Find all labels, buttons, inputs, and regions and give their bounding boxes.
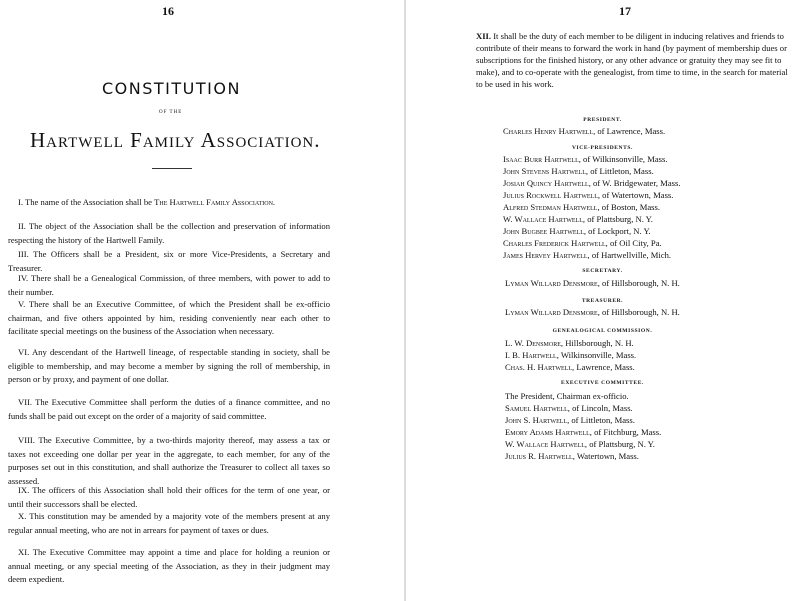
officer-entry xyxy=(505,415,635,425)
article-item: I. The name of the Association shall be The Hartwell Family Association. xyxy=(18,197,276,207)
officer-name: I. B. Hartwell xyxy=(505,350,557,360)
article-item xyxy=(8,220,330,247)
article-number: IX. xyxy=(18,485,30,495)
officer-entry xyxy=(503,226,651,236)
article-number: I. xyxy=(18,197,24,207)
article-number: XII. xyxy=(476,31,492,41)
article-text: The officers of this Association shall hold their offices for the term of one year, or until their successors shall be elected. xyxy=(8,485,330,509)
section-heading-president: PRESIDENT. xyxy=(583,117,622,123)
section-heading-secretary: SECRETARY. xyxy=(582,268,623,274)
article-item xyxy=(8,298,330,339)
article-number: IV. xyxy=(18,273,29,283)
officer-name: Lyman Willard Densmore xyxy=(505,278,598,288)
article-item xyxy=(8,546,330,587)
officer-name: Julius Rockwell Hartwell xyxy=(503,190,598,200)
article-text: Any descendant of the Hartwell lineage, of respectable standing in society, shall be eligible to membership, and may become a member by signing the roll of membership, in person or by proxy, and payment of one dollar. xyxy=(8,347,330,384)
officer-place: , of Littleton, Mass. xyxy=(585,166,654,176)
officer-place: , of Oil City, Pa. xyxy=(605,238,662,248)
article-item xyxy=(8,248,330,275)
officer-place: , of Hillsborough, N. H. xyxy=(597,307,680,317)
article-item xyxy=(8,484,330,511)
article-number: VIII. xyxy=(18,435,35,445)
officer-place: , of Hartwellville, Mich. xyxy=(587,250,672,260)
officer-place: , of Lockport, N. Y. xyxy=(583,226,651,236)
article-number: X. xyxy=(18,511,27,521)
officer-place: , Lawrence, Mass. xyxy=(572,362,635,372)
officer-name: John Stevens Hartwell xyxy=(503,166,586,176)
officer-name: John S. Hartwell xyxy=(505,415,568,425)
officer-place: , of Wilkinsonville, Mass. xyxy=(578,154,668,164)
article-number: V. xyxy=(18,299,26,309)
article-number: III. xyxy=(18,249,29,259)
section-heading-executive: EXECUTIVE COMMITTEE. xyxy=(561,380,644,386)
officer-name: Alfred Stedman Hartwell xyxy=(503,202,598,212)
officer-name: Isaac Burr Hartwell xyxy=(503,154,579,164)
constitution-title: CONSTITUTION xyxy=(102,79,241,98)
officer-entry xyxy=(503,126,665,136)
officer-place: , of Plattsburg, N. Y. xyxy=(584,439,655,449)
officer-entry xyxy=(503,178,680,188)
officer-place: , of Boston, Mass. xyxy=(597,202,661,212)
officer-entry xyxy=(505,403,633,413)
article-number: VI. xyxy=(18,347,30,357)
officer-name: L. W. Densmore xyxy=(505,338,561,348)
officer-entry xyxy=(505,278,680,288)
officer-name: Emory Adams Hartwell xyxy=(505,427,590,437)
officer-entry xyxy=(505,391,629,401)
officer-entry xyxy=(505,427,661,437)
officer-name: Lyman Willard Densmore xyxy=(505,307,598,317)
officer-place: , of W. Bridgewater, Mass. xyxy=(588,178,681,188)
article-text: The Executive Committee shall perform the duties of a finance committee, and no funds shall be paid out except on the order of a majority of said committee. xyxy=(8,397,330,421)
article-text: The Executive Committee, by a two-thirds majority thereof, may assess a tax or taxes not exceeding one dollar per year in the aggregate, to each member, for any of the purposes set out in this constitution, and shall authorize the Treasurer to collect all taxes so assessed. xyxy=(8,435,330,486)
article-item xyxy=(8,272,330,299)
article-xii xyxy=(476,30,792,90)
officer-entry xyxy=(503,190,673,200)
officer-entry xyxy=(505,451,639,461)
officer-name: James Hervey Hartwell xyxy=(503,250,588,260)
officer-place: , of Lawrence, Mass. xyxy=(593,126,666,136)
article-text: The Executive Committee may appoint a time and place for holding a reunion or annual meeting, or any special meeting of the Association, as they in their judgment may deem expedient. xyxy=(8,547,330,584)
officer-place: , of Littleton, Mass. xyxy=(567,415,635,425)
officer-entry xyxy=(503,214,653,224)
section-heading-genealogical: GENEALOGICAL COMMISSION. xyxy=(552,328,653,334)
article-text: The object of the Association shall be the collection and preservation of information respecting the history of the Hartwell Family. xyxy=(8,221,330,245)
article-number: XI. xyxy=(18,547,30,557)
officer-entry xyxy=(503,166,654,176)
officer-place: , Wilkinsonville, Mass. xyxy=(556,350,637,360)
officer-entry xyxy=(503,202,660,212)
officer-place: , of Fitchburg, Mass. xyxy=(589,427,662,437)
page-number-right: 17 xyxy=(619,4,631,18)
article-text: There shall be a Genealogical Commission, of three members, with power to add to their number. xyxy=(8,273,330,297)
article-text: There shall be an Executive Committee, of which the President shall be ex-officio chairman, and five others appointed by him, residing conveniently near each other to facilitate special meetings on the business of the Association when necessary. xyxy=(8,299,330,336)
article-item xyxy=(8,346,330,387)
officer-name: John Bugbee Hartwell xyxy=(503,226,584,236)
article-text: It shall be the duty of each member to be diligent in inducing relatives and friends to contribute of their means to forward the work in hand (by payment of membership dues or subscriptions for the finished history, or any other advance or gratuity they may see fit to make), and to co-operate with the genealogist, from time to time, in the search for material to be used in his work. xyxy=(476,31,788,89)
officer-place: , of Watertown, Mass. xyxy=(597,190,674,200)
officer-name: W. Wallace Hartwell xyxy=(505,439,585,449)
section-heading-treasurer: TREASURER. xyxy=(581,298,624,304)
officer-entry xyxy=(503,238,662,248)
article-item xyxy=(8,510,330,537)
title-rule xyxy=(152,168,192,169)
officer-name: Samuel Hartwell xyxy=(505,403,568,413)
article-item xyxy=(8,396,330,423)
officer-entry xyxy=(505,338,634,348)
officer-name: Julius R. Hartwell xyxy=(505,451,573,461)
officer-name: W. Wallace Hartwell xyxy=(503,214,583,224)
officer-name: Josiah Quincy Hartwell xyxy=(503,178,589,188)
of-the-label: OF THE xyxy=(159,110,183,115)
officer-place: , of Hillsborough, N. H. xyxy=(597,278,680,288)
officer-name: Chas. H. Hartwell xyxy=(505,362,573,372)
article-text: This constitution may be amended by a majority vote of the members present at any regular annual meeting, who are not in arrears for payment of taxes or dues. xyxy=(8,511,330,535)
officer-entry xyxy=(505,350,636,360)
officer-name: Charles Frederick Hartwell xyxy=(503,238,606,248)
section-heading-vice: VICE-PRESIDENTS. xyxy=(571,145,634,151)
article-item xyxy=(8,434,330,488)
officer-place: The President, Chairman ex-officio. xyxy=(505,391,629,401)
officer-entry xyxy=(505,362,635,372)
officer-entry xyxy=(503,154,668,164)
article-text: The Officers shall be a President, six or more Vice-Presidents, a Secretary and Treasurer. xyxy=(8,249,330,273)
article-number: VII. xyxy=(18,397,33,407)
officer-place: , Hillsborough, N. H. xyxy=(560,338,634,348)
association-name: The Hartwell Family Association xyxy=(154,197,273,207)
article-text: The name of the Association shall be xyxy=(23,197,155,207)
officer-place: , of Plattsburg, N. Y. xyxy=(582,214,653,224)
officer-entry xyxy=(503,250,671,260)
officer-place: , Watertown, Mass. xyxy=(572,451,639,461)
officer-name: Charles Henry Hartwell xyxy=(503,126,594,136)
officer-entry xyxy=(505,307,680,317)
page-number-left: 16 xyxy=(162,4,174,18)
article-number: II. xyxy=(18,221,26,231)
officer-place: , of Lincoln, Mass. xyxy=(567,403,633,413)
association-title: Hartwell Family Association. xyxy=(30,128,321,152)
officer-entry xyxy=(505,439,655,449)
